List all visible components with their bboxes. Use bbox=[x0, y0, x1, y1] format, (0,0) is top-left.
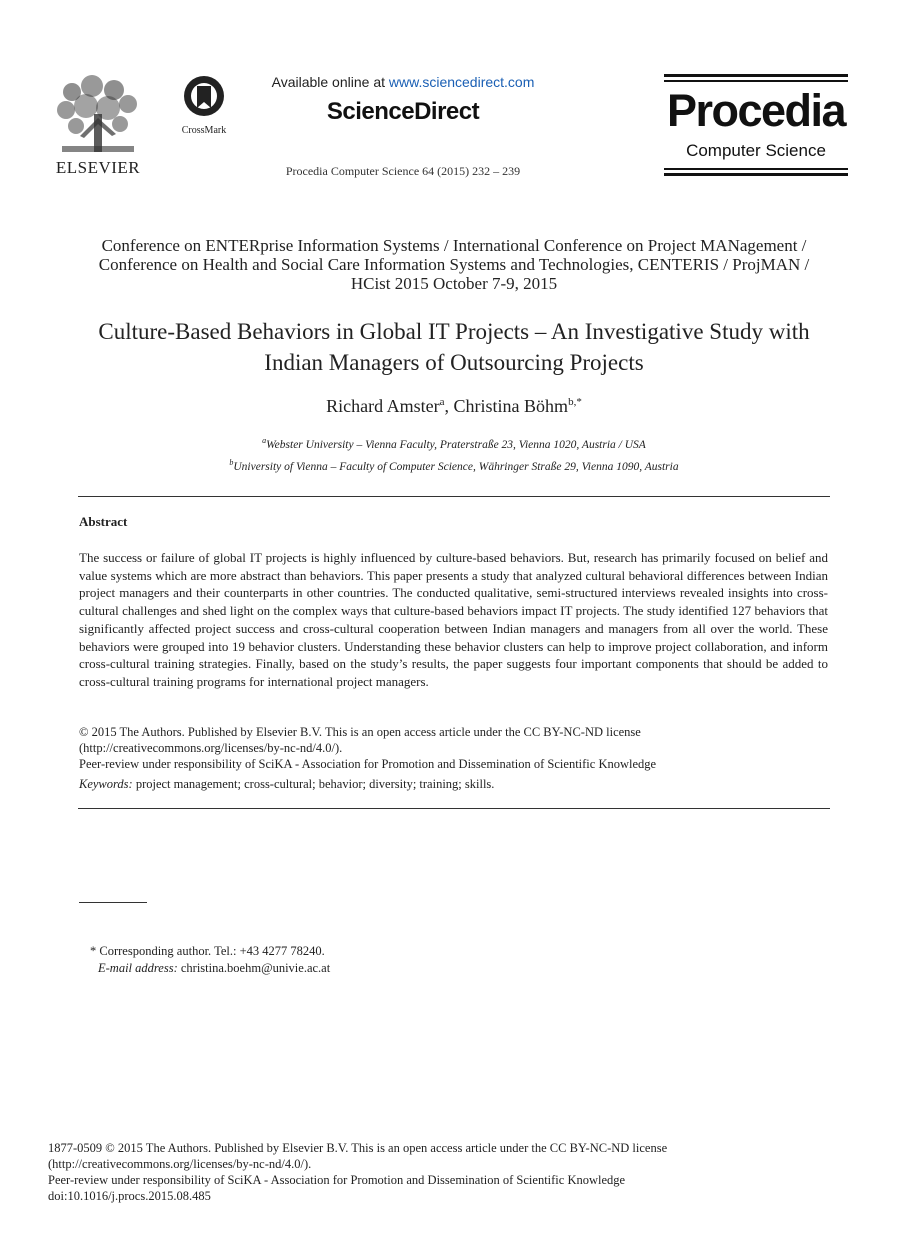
footer-license-link[interactable]: (http://creativecommons.org/licenses/by-nc-nd/4.0/). bbox=[48, 1157, 312, 1171]
sciencedirect-link[interactable]: www.sciencedirect.com bbox=[388, 74, 535, 90]
author-list bbox=[78, 396, 830, 417]
affiliation-mark: a bbox=[262, 436, 267, 445]
page-footer bbox=[48, 1140, 848, 1204]
paper-title: Culture-Based Behaviors in Global IT Projects – An Investigative Study with Indian Managers of Outsourcing Projects bbox=[98, 319, 810, 375]
email-label: E-mail address: bbox=[98, 961, 178, 975]
author-separator: , bbox=[444, 396, 454, 416]
author-affiliation-mark: b,* bbox=[568, 396, 582, 408]
keywords bbox=[79, 777, 828, 792]
keywords-label: Keywords: bbox=[79, 777, 133, 791]
email-address[interactable]: christina.boehm@univie.ac.at bbox=[177, 961, 331, 975]
conference-name: Conference on ENTERprise Information Systems / International Conference on Project MANagement / Conference on Health and Social Care Information Systems and Technologies, CENTERIS / ProjMAN / HCist 2015 October 7-9, 2015 bbox=[98, 236, 810, 293]
abstract-heading: Abstract bbox=[79, 514, 128, 529]
author-name: Richard Amster bbox=[326, 396, 440, 416]
license-line: © 2015 The Authors. Published by Elsevier B.V. This is an open access article under the CC BY-NC-ND license bbox=[79, 725, 641, 739]
available-online bbox=[262, 74, 544, 90]
affiliation-text: Webster University – Vienna Faculty, Praterstraße 23, Vienna 1020, Austria / USA bbox=[266, 438, 646, 451]
brand-rule-bottom-2 bbox=[664, 173, 848, 176]
affiliation-line bbox=[78, 454, 830, 476]
keywords-text: project management; cross-cultural; behavior; diversity; training; skills. bbox=[132, 777, 495, 791]
brand-rule-top-1 bbox=[664, 74, 848, 77]
crossmark-badge[interactable] bbox=[176, 74, 232, 134]
divider-bottom bbox=[78, 808, 830, 809]
platform-name: ScienceDirect bbox=[326, 98, 480, 125]
brand-rule-top-2 bbox=[664, 80, 848, 82]
journal-brand-subtitle: Computer Science bbox=[686, 141, 826, 160]
crossmark-label: CrossMark bbox=[181, 125, 227, 136]
journal-brand-name: Procedia bbox=[666, 85, 846, 136]
footer-license-line: 1877-0509 © 2015 The Authors. Published by Elsevier B.V. This is an open access article under the CC BY-NC-ND license bbox=[48, 1141, 668, 1155]
footer-peer-review: Peer-review under responsibility of SciKA - Association for Promotion and Dissemination of Scientific Knowledge bbox=[48, 1173, 626, 1187]
divider-top bbox=[78, 496, 830, 497]
abstract-body: The success or failure of global IT projects is highly influenced by culture-based behaviors. But, research has primarily focused on belief and value systems which are more abstract than behaviors. This paper presents a study that analyzed cultural behavioral differences between Indian project managers and their counterparts in other countries. The conducted qualitative, semi-structured interviews revealed insights into cross-cultural challenges and shed light on the complex ways that culture-based behaviors impact IT projects. The study identified 127 behaviors that significantly affected project success and cross-cultural cooperation between Indian managers and managers from all over the world. These behaviors were grouped into 19 behavior clusters. Understanding these behavior clusters can help to improve project collaboration, and inform cross-cultural training strategies. Finally, based on the study’s results, the paper suggests four important components that should be added to cross-cultural training programs for international project managers. bbox=[79, 550, 828, 689]
elsevier-tree-icon bbox=[52, 74, 144, 156]
publisher-name: ELSEVIER bbox=[55, 158, 141, 177]
available-prefix: Available online at bbox=[271, 74, 389, 90]
license-link[interactable]: (http://creativecommons.org/licenses/by-nc-nd/4.0/). bbox=[79, 741, 343, 755]
author-name: Christina Böhm bbox=[453, 396, 569, 416]
license-line: Peer-review under responsibility of SciKA - Association for Promotion and Dissemination of Scientific Knowledge bbox=[79, 757, 657, 771]
footer-doi[interactable]: doi:10.1016/j.procs.2015.08.485 bbox=[48, 1189, 211, 1203]
brand-rule-bottom-1 bbox=[664, 168, 848, 170]
license-block bbox=[79, 724, 828, 772]
affiliation-line bbox=[78, 432, 830, 454]
corresponding-author: * Corresponding author. Tel.: +43 4277 78240. bbox=[90, 944, 325, 958]
footnote bbox=[90, 943, 330, 977]
footnote-rule bbox=[79, 902, 147, 903]
journal-brand bbox=[664, 74, 848, 176]
affiliation-mark: b bbox=[229, 457, 234, 467]
affiliation-text: University of Vienna – Faculty of Computer Science, Währinger Straße 29, Vienna 1090, Austria bbox=[233, 460, 679, 473]
journal-reference: Procedia Computer Science 64 (2015) 232 – 239 bbox=[285, 164, 521, 178]
author-affiliation-mark: a bbox=[439, 396, 445, 408]
email-line bbox=[90, 960, 330, 977]
affiliations bbox=[78, 432, 830, 476]
crossmark-icon bbox=[180, 74, 228, 118]
elsevier-logo bbox=[52, 74, 144, 178]
